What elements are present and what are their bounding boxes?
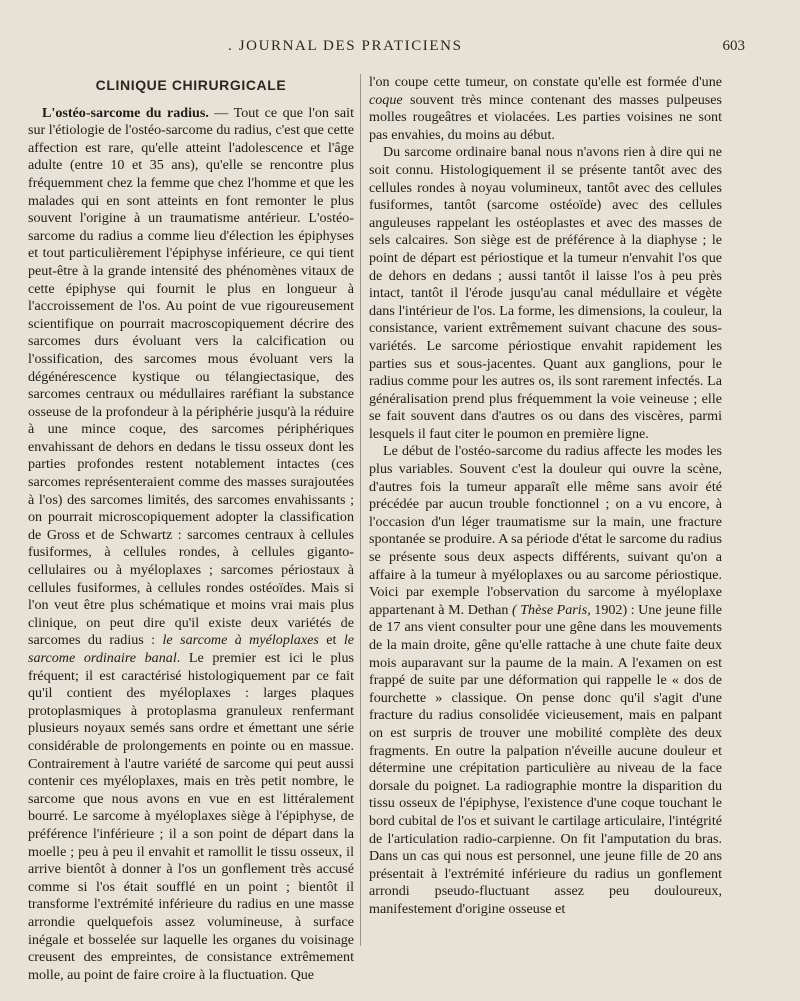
article-paragraph: Du sarcome ordinaire banal nous n'avons rien à dire qui ne soit connu. Histologiquement il se présente tantôt avec des cellules rondes à noyau volumineux, tantôt avec des cellules fusiformes, tantôt (sarcome ostéoïde) avec des cellules anguleuses rappelant les ostéoplastes et avec des masses de sels calcaires. Son siège est de préférence à la diaphyse ; le point de départ est périostique et la tumeur n'envahit l'os que de dehors en dedans ; aussi tantôt il laisse l'os à peu près intact, tantôt il l'érode jusqu'au canal médullaire et végète dans l'intérieur de l'os. La forme, les dimensions, la couleur, la consistance, varient extrêmement suivant chacune des sous-variétés. Le sarcome périostique envahit rapidement les parties sus et sous-jacentes. Quant aux ganglions, pour le radius comme pour les autres os, ils sont rarement infectés. La généralisation prend plus fréquemment la voie veineuse ; elle se fait souvent dans d'autres os ou dans des viscères, parmi lesquels il faut citer le poumon en première ligne. xyxy=(369,144,722,442)
italic-run: le sarcome ordinaire banal xyxy=(28,632,354,666)
text-run: 1902) : Une jeune fille de 17 ans vient consulter pour une gêne dans les mouvements de la main droite, gêne qu'elle rattache à une chute faite deux mois auparavant sur la paume de la main. A l'examen on est frappé de suite par une déformation qui rappelle le « dos de fourchette » classique. On pense donc qu'il s'agit d'une fracture du radius consolidée vicieusement, mais en palpant on est surpris de trouver une mobilité complète des deux fragments. En outre la palpation n'éveille aucune douleur et détermine une crépitation particulière au niveau de la face dorsale du poignet. La radiographie montre la disparition du tissu osseux de l'épiphyse, l'existence d'une coque touchant le bord cubital de l'os et suivant le cartilage articulaire, l'intégrité de l'articulation radio-carpienne. On fit l'amputation du bras. Dans un cas qui nous est personnel, une jeune fille de 20 ans présentait à l'extrémité inférieure du radius un gonflement arrondi pseudo-fluctuant assez peu douloureux, manifestement d'origine osseuse et xyxy=(369,601,722,917)
article-title: L'ostéo-sarcome du radius. xyxy=(42,104,209,121)
text-run: — Tout ce que l'on sait sur l'étiologie de l'ostéo-sarcome du radius, c'est que cette affection est rare, qu'elle atteint l'adolescence et l'âge adulte (entre 10 et 35 ans), qu'elle se rencontre plus fréquemment chez la femme que chez l'homme et que les malades qui en sont atteints en font remonter le plus souvent l'origine à un traumatisme antérieur. L'ostéo-sarcome du radius a comme lieu d'élection les épiphyses et tout particulièrement l'épiphyse inférieure, ce qui tient peut-être à la grande intensité des phénomènes vitaux de cette épiphyse qui fournit le plus en longueur à l'accroissement de l'os. Au point de vue rigoureusement scientifique on pourrait macroscopiquement décrire des sarcomes durs évoluant vers la calcification ou l'ossification, des sarcomes mous évoluant vers la dégénérescence kystique ou télangiectasique, des sarcomes centraux ou médullaires raréfiant la substance osseuse de la profondeur à la périphérie jusqu'à la réduire à une mince coque, des sarcomes périphériques envahissant de dehors en dedans le tissu osseux dont les parties profondes restent notablement intactes (ces sarcomes représenteraient comme des masses surajoutées à l'os) des sarcomes limités, des sarcomes envahissants ; on pourrait microscopiquement adopter la classification de Gross et de Schwartz : sarcomes centraux à cellules fusiformes, à cellules rondes, à cellules giganto-cellulaires ou à myéloplaxes ; sarcomes périostaux à cellules fusiformes, à cellules rondes ostéoïdes. Mais si l'on veut être plus schématique et moins vrai mais plus clinique, on peut dire qu'il existe deux variétés de sarcomes du radius : xyxy=(28,104,354,649)
section-title: CLINIQUE CHIRURGICALE xyxy=(95,77,287,93)
continued-paragraph xyxy=(369,74,722,144)
column-divider xyxy=(360,74,361,946)
page-number: 603 xyxy=(722,38,745,54)
text-run: et xyxy=(318,632,344,649)
page-header xyxy=(0,38,800,58)
text-run: l'on coupe cette tumeur, on constate qu'elle est formée d'une xyxy=(369,74,722,90)
text-run: Le début de l'ostéo-sarcome du radius affecte les modes les plus variables. Souvent c'est la douleur qui ouvre la scène, d'autres fois la tumeur apparaît elle même sans avoir été précédée par aucun trouble fonctionnel ; on a vu encore, à l'occasion d'un léger traumatisme sur la main, une fracture spontanée se produire. A sa période d'état le sarcome du radius se présente sous deux aspects différents, suivant qu'on a affaire à la tumeur à myéloplaxes ou au sarcome périostique. Voici par exemple l'observation du sarcome à myéloplaxe appartenant à M. Dethan xyxy=(369,443,722,618)
italic-run: ( Thèse Paris, xyxy=(511,601,591,618)
article-paragraph xyxy=(28,105,354,985)
text-run: souvent très mince contenant des masses pulpeuses molles rougeâtres et violacées. Les parties voisines ne sont pas envahies, du moins au début. xyxy=(369,91,722,143)
italic-run: coque xyxy=(369,91,403,108)
italic-run: le sarcome à myéloplaxes xyxy=(162,632,319,649)
text-run: . Le premier est ici le plus fréquent; il est caractérisé histologiquement par ce fait qu'il contient des myéloplaxes : larges plaques protoplasmiques à protoplasma granuleux renfermant plusieurs noyaux semés sans ordre et émettant une série considérable de prolongements en pointe ou en massue. Contrairement à l'autre variété de sarcome qui peut aussi contenir ces myéloplaxes, mais en très petit nombre, le sarcome que nous avons en vue en est littéralement bourré. Le sarcome à myéloplaxes siège à l'épiphyse, de préférence l'inférieure ; il a son point de départ dans la moelle ; peu à peu il envahit et ramollit le tissu osseux, il arrive bientôt à donner à l'os un gonflement très accusé comme si l'os était soufflé en un point ; bientôt il transforme l'extrémité inférieure du radius en une masse arrondie quelquefois assez volumineuse, à surface inégale et bosselée sur laquelle les organes du voisinage creusent des empreintes, de consistance extrêmement molle, au point de faire croire à la fluctuation. Que xyxy=(28,650,355,983)
article-paragraph xyxy=(369,443,722,918)
journal-title: . JOURNAL DES PRATICIENS xyxy=(228,38,463,54)
left-column xyxy=(28,74,354,984)
right-column xyxy=(369,74,722,919)
